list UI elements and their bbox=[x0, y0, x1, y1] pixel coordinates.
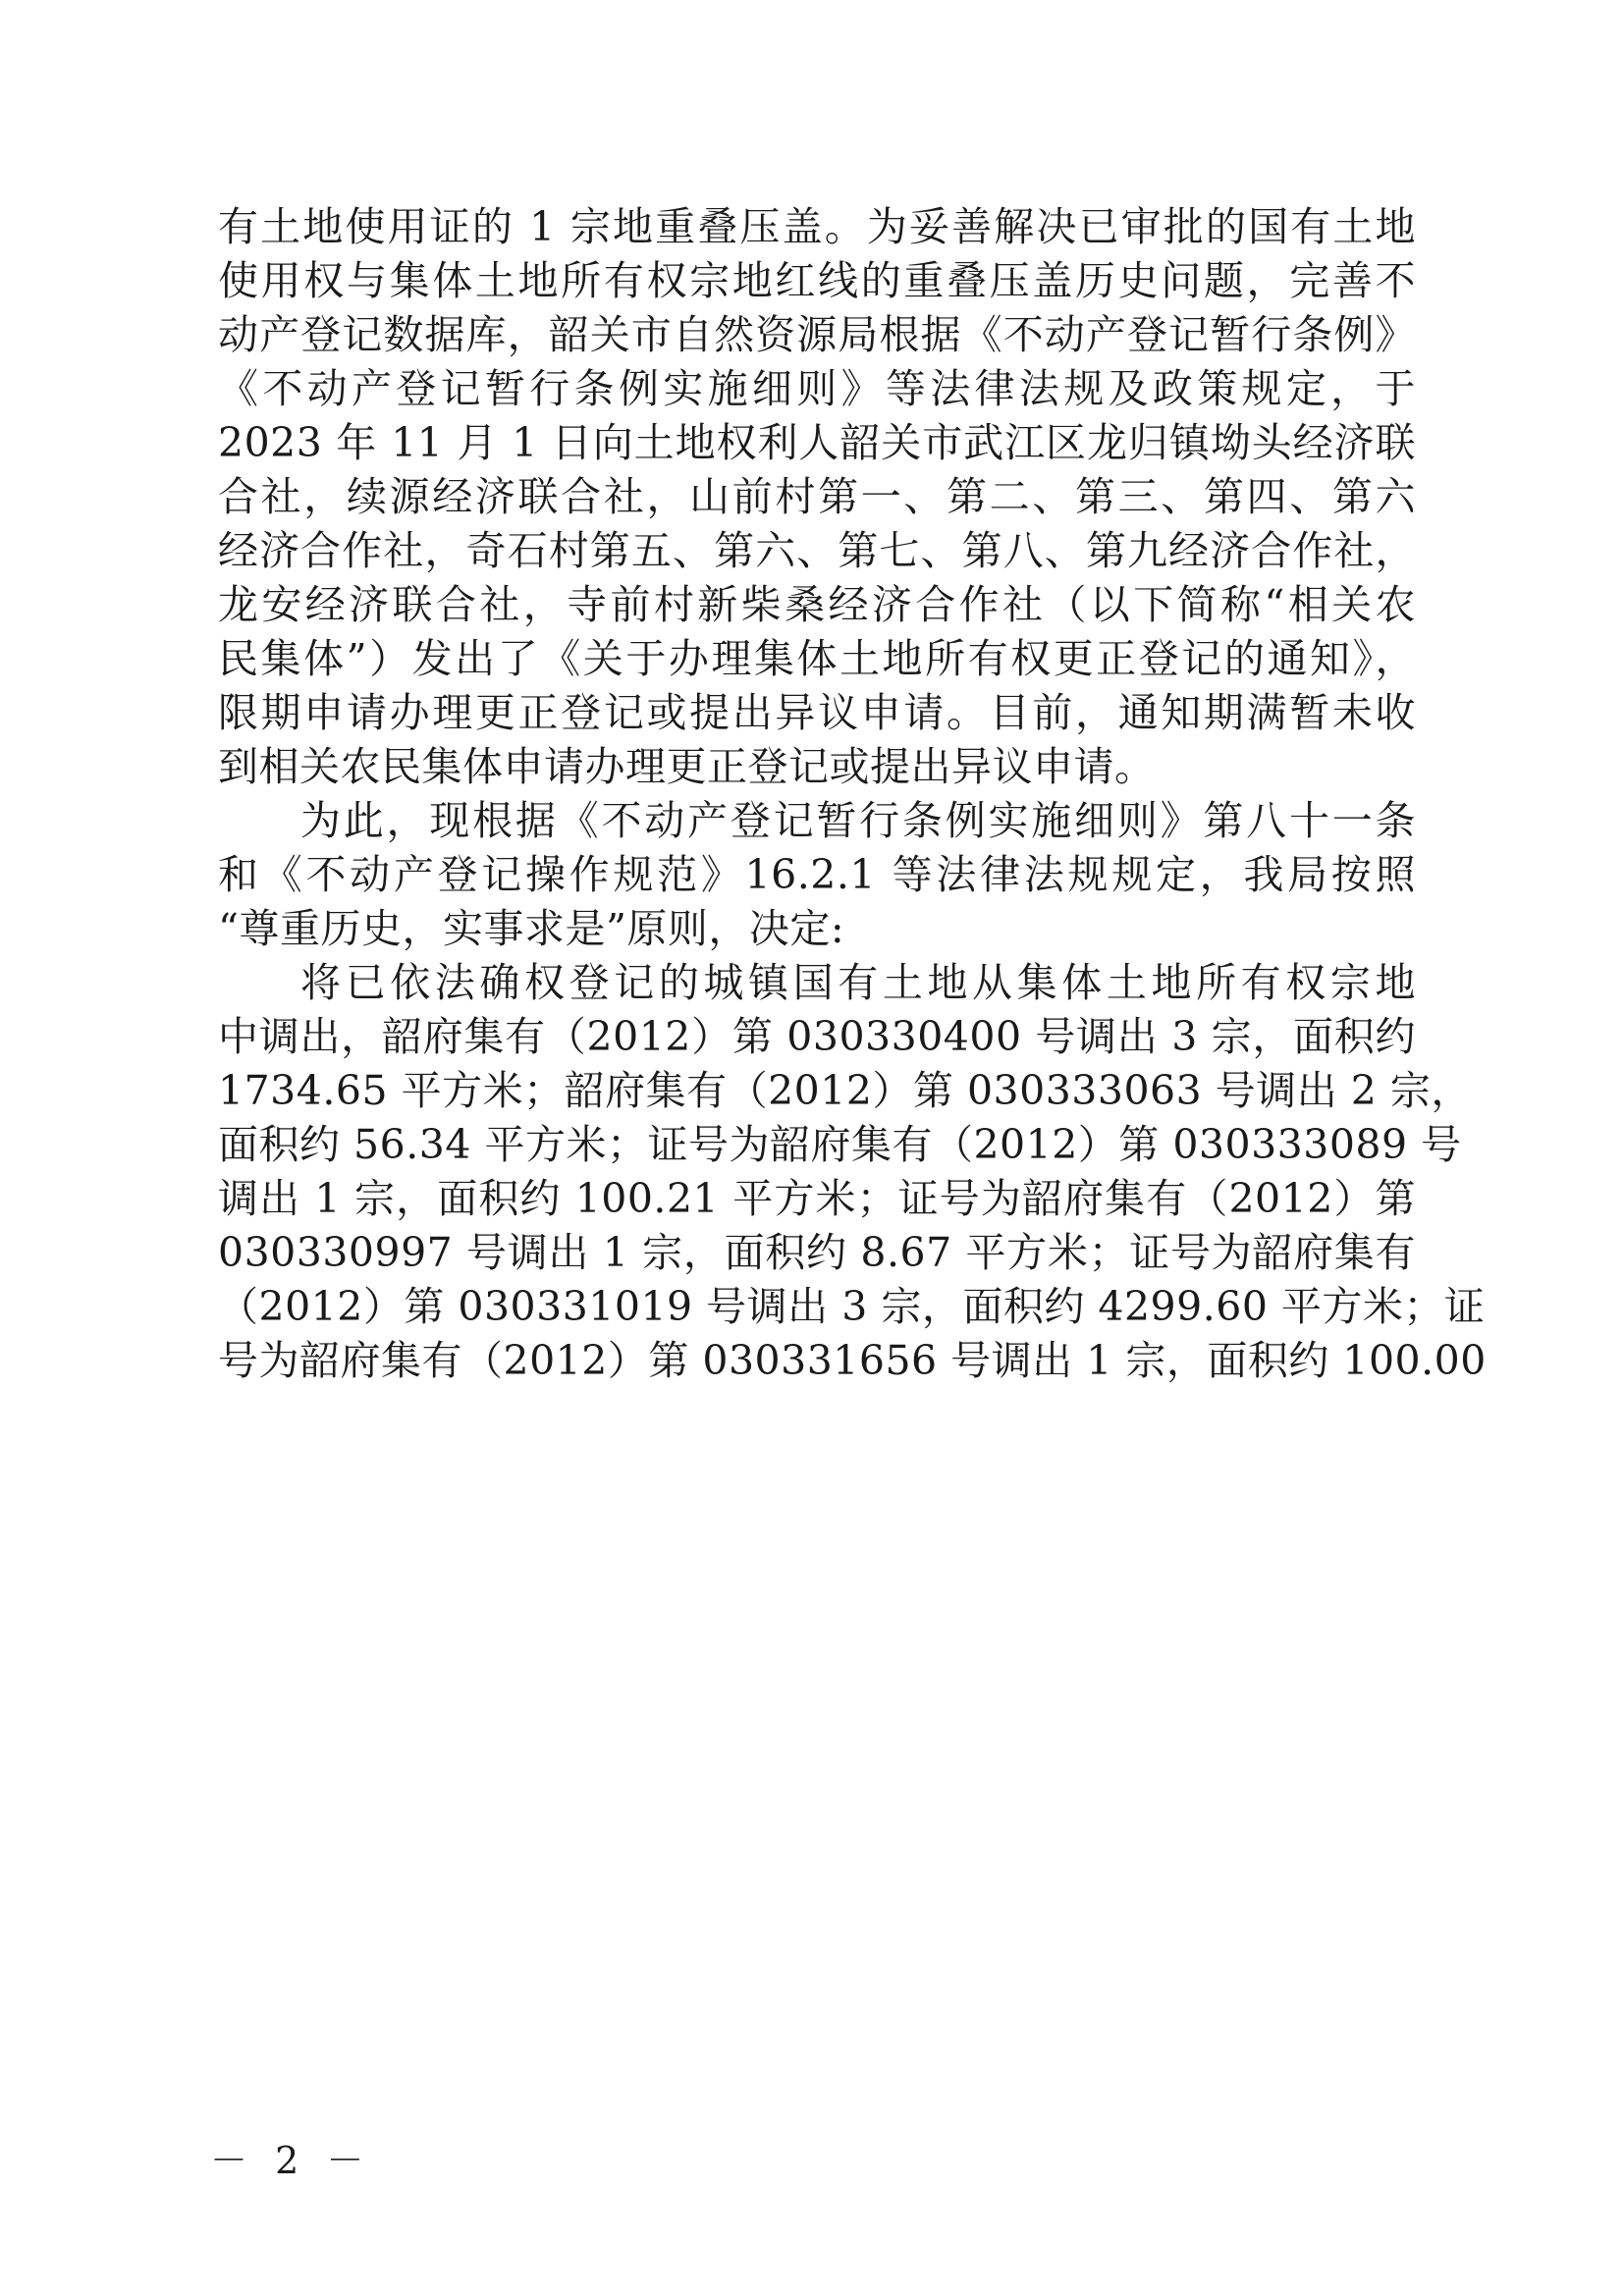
body-line: 为此，现根据《不动产登记暂行条例实施细则》第八十一条 bbox=[300, 797, 1416, 844]
body-line: 将已依法确权登记的城镇国有土地从集体土地所有权宗地 bbox=[300, 959, 1416, 1006]
body-line: 030330997 号调出 1 宗，面积约 8.67 平方米；证号为韶府集有 bbox=[218, 1229, 1416, 1276]
body-line: 调出 1 宗，面积约 100.21 平方米；证号为韶府集有（2012）第 bbox=[218, 1175, 1416, 1222]
body-line: （2012）第 030331019 号调出 3 宗，面积约 4299.60 平方米；证 bbox=[218, 1283, 1486, 1330]
body-line: 号为韶府集有（2012）第 030331656 号调出 1 宗，面积约 100.00 bbox=[218, 1337, 1487, 1384]
page-number: － 2 － bbox=[210, 2139, 372, 2182]
body-line: “尊重历史，实事求是”原则，决定: bbox=[218, 905, 845, 952]
body-line: 中调出，韶府集有（2012）第 030330400 号调出 3 宗，面积约 bbox=[218, 1013, 1416, 1060]
body-line: 到相关农民集体申请办理更正登记或提出异议申请。 bbox=[218, 743, 1156, 790]
body-line: 限期申请办理更正登记或提出异议申请。目前，通知期满暂未收 bbox=[218, 689, 1416, 736]
body-line: 1734.65 平方米；韶府集有（2012）第 030333063 号调出 2 宗， bbox=[218, 1067, 1472, 1114]
body-line: 有土地使用证的 1 宗地重叠压盖。为妥善解决已审批的国有土地 bbox=[218, 203, 1416, 250]
body-line: 面积约 56.34 平方米；证号为韶府集有（2012）第 030333089 号 bbox=[218, 1121, 1462, 1168]
body-line: 合社，续源经济联合社，山前村第一、第二、第三、第四、第六 bbox=[218, 473, 1416, 520]
body-line: 《不动产登记暂行条例实施细则》等法律法规及政策规定，于 bbox=[218, 365, 1416, 412]
body-line: 和《不动产登记操作规范》16.2.1 等法律法规规定，我局按照 bbox=[218, 851, 1416, 898]
body-line: 动产登记数据库，韶关市自然资源局根据《不动产登记暂行条例》 bbox=[218, 311, 1416, 358]
body-line: 民集体”）发出了《关于办理集体土地所有权更正登记的通知》， bbox=[218, 635, 1416, 682]
body-line: 经济合作社，奇石村第五、第六、第七、第八、第九经济合作社， bbox=[218, 527, 1416, 574]
body-line: 2023 年 11 月 1 日向土地权利人韶关市武江区龙归镇坳头经济联 bbox=[218, 419, 1416, 466]
body-line: 使用权与集体土地所有权宗地红线的重叠压盖历史问题，完善不 bbox=[218, 257, 1416, 304]
body-line: 龙安经济联合社，寺前村新柴桑经济合作社（以下简称“相关农 bbox=[218, 581, 1416, 628]
